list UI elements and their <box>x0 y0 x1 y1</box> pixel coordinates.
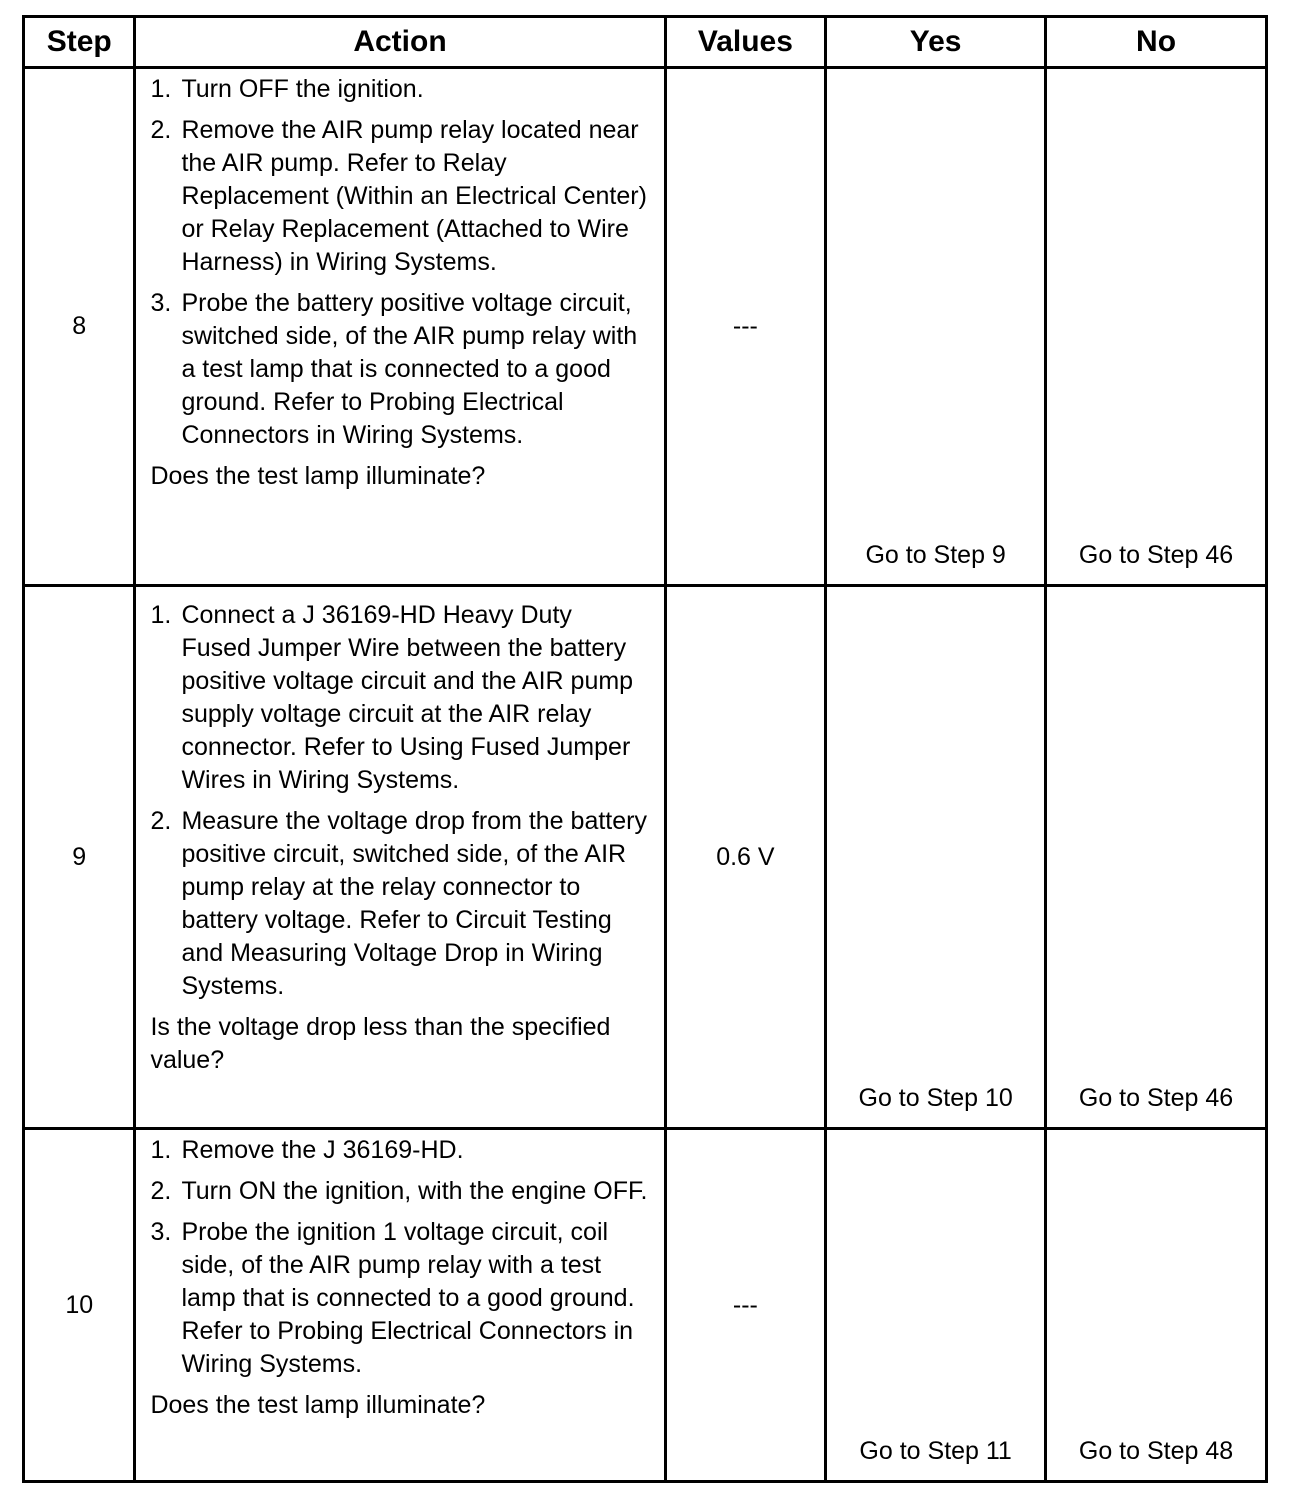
item-text: Measure the voltage drop from the battery positive circuit, switched side, of the AIR pump relay at the relay connector to battery voltage. Refer to Circuit Testing and Measuring Voltage Drop in Wiring Systems. <box>181 807 647 1000</box>
item-text: Connect a J 36169-HD Heavy Duty Fused Jumper Wire between the battery positive voltage circuit and the AIR pump supply voltage circuit at the AIR relay connector. Refer to Using Fused Jumper Wires in Wiring Systems. <box>181 601 634 794</box>
item-number: 2. <box>150 807 172 835</box>
table-row-step-10 <box>24 1129 1267 1482</box>
item-number: 1. <box>150 1136 172 1164</box>
values-cell: 0.6 V <box>665 586 826 1129</box>
no-result: Go to Step 48 <box>1046 1129 1267 1482</box>
table-row-step-8 <box>24 68 1267 586</box>
yes-result: Go to Step 11 <box>826 1129 1046 1482</box>
item-text: Turn OFF the ignition. <box>181 75 424 103</box>
header-row <box>24 17 1267 68</box>
list-item <box>150 287 647 452</box>
yes-result: Go to Step 10 <box>826 586 1046 1129</box>
action-list <box>150 1134 647 1381</box>
item-number: 1. <box>150 601 172 629</box>
values-cell: --- <box>665 1129 826 1482</box>
header-step: Step <box>24 17 135 68</box>
yes-result: Go to Step 9 <box>826 68 1046 586</box>
action-list <box>150 599 647 1003</box>
question-text: Is the voltage drop less than the specified value? <box>150 1013 611 1074</box>
question-text: Does the test lamp illuminate? <box>150 462 486 490</box>
list-item <box>150 73 647 106</box>
action-cell <box>135 68 665 586</box>
action-cell <box>135 586 665 1129</box>
item-number: 3. <box>150 1218 172 1246</box>
item-text: Probe the ignition 1 voltage circuit, coil side, of the AIR pump relay with a test lamp that is connected to a good ground. Refer to Probing Electrical Connectors in Wiring Systems. <box>181 1218 635 1378</box>
table-row-step-9 <box>24 586 1267 1129</box>
item-text: Remove the AIR pump relay located near the AIR pump. Refer to Relay Replacement (Within an Electrical Center) or Relay Replacement (Attached to Wire Harness) in Wiring Systems. <box>181 116 647 276</box>
action-list <box>150 73 647 452</box>
item-number: 2. <box>150 116 172 144</box>
question-text: Does the test lamp illuminate? <box>150 1391 486 1419</box>
step-number: 8 <box>24 68 135 586</box>
diagnostic-table <box>22 15 1268 1483</box>
list-item <box>150 1134 647 1167</box>
item-number: 3. <box>150 289 172 317</box>
list-item <box>150 1175 647 1208</box>
item-text: Turn ON the ignition, with the engine OFF. <box>181 1177 648 1205</box>
header-yes: Yes <box>826 17 1046 68</box>
item-number: 2. <box>150 1177 172 1205</box>
no-result: Go to Step 46 <box>1046 586 1267 1129</box>
step-number: 9 <box>24 586 135 1129</box>
step-number: 10 <box>24 1129 135 1482</box>
values-cell: --- <box>665 68 826 586</box>
item-text: Remove the J 36169-HD. <box>181 1136 464 1164</box>
list-item <box>150 599 647 797</box>
item-text: Probe the battery positive voltage circuit, switched side, of the AIR pump relay with a test lamp that is connected to a good ground. Refer to Probing Electrical Connectors in Wiring Systems. <box>181 289 638 449</box>
list-item <box>150 1216 647 1381</box>
header-values: Values <box>665 17 826 68</box>
list-item <box>150 805 647 1003</box>
no-result: Go to Step 46 <box>1046 68 1267 586</box>
header-action: Action <box>135 17 665 68</box>
action-cell <box>135 1129 665 1482</box>
header-no: No <box>1046 17 1267 68</box>
item-number: 1. <box>150 75 172 103</box>
list-item <box>150 114 647 279</box>
